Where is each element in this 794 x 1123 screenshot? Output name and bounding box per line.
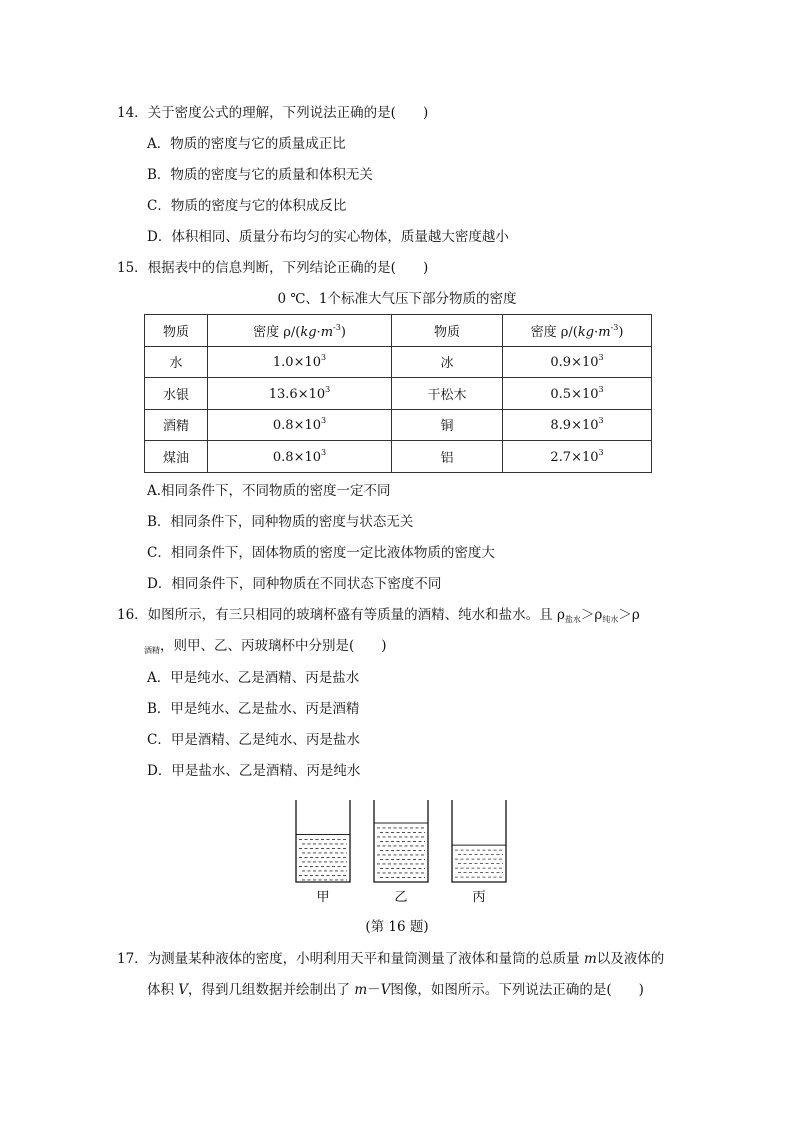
- density-cell: $8.9\times 10^3$: [503, 409, 652, 441]
- density-table: [144, 314, 652, 473]
- density-cell: $1.0\times 10^3$: [208, 346, 392, 378]
- substance-cell: 铝: [392, 441, 503, 473]
- substance-cell: 水银: [145, 378, 208, 410]
- table-row: [145, 378, 652, 410]
- density-cell: $0.8\times 10^3$: [208, 409, 392, 441]
- q15-option-c: C．相同条件下，固体物质的密度一定比液体物质的密度大: [147, 545, 495, 561]
- glass-cup: [296, 800, 350, 905]
- table-header-row: [145, 315, 652, 347]
- density-cell: $2.7\times 10^3$: [503, 441, 652, 473]
- q16-option-b: B．甲是纯水、乙是盐水、丙是酒精: [147, 701, 360, 717]
- density-cell: $0.5\times 10^3$: [503, 378, 652, 410]
- cup-outline: [296, 800, 350, 882]
- header-density-1: 密度 $\rho/(kg\cdot m^{-3})$: [208, 315, 392, 347]
- cup-outline: [374, 800, 428, 882]
- density-cell: $0.8\times 10^3$: [208, 441, 392, 473]
- q14-option-a: A．物质的密度与它的质量成正比: [147, 136, 346, 152]
- q16-option-d: D．甲是盐水、乙是酒精、丙是纯水: [147, 763, 361, 779]
- header-substance-1: 物质: [145, 315, 208, 347]
- substance-cell: 铜: [392, 409, 503, 441]
- glass-cup: [452, 800, 506, 905]
- header-substance-2: 物质: [392, 315, 503, 347]
- q15-option-a: A.相同条件下，不同物质的密度一定不同: [147, 483, 391, 499]
- glass-cup: [374, 800, 428, 905]
- q16-option-a: A．甲是纯水、乙是酒精、丙是盐水: [147, 670, 360, 686]
- table-row: [145, 409, 652, 441]
- table-caption: 0 ℃、1个标准大气压下部分物质的密度: [277, 291, 517, 307]
- q16-stem-line2: $_{酒精}$，则甲、乙、丙玻璃杯中分别是( ): [144, 638, 387, 655]
- density-cell: $13.6\times 10^3$: [208, 378, 392, 410]
- substance-cell: 酒精: [145, 409, 208, 441]
- substance-cell: 干松木: [392, 378, 503, 410]
- q16-option-c: C．甲是酒精、乙是纯水、丙是盐水: [147, 732, 360, 748]
- q14-option-c: C．物质的密度与它的体积成反比: [147, 198, 347, 214]
- q14-stem: 14．关于密度公式的理解，下列说法正确的是( ): [117, 105, 429, 121]
- q15-option-b: B．相同条件下，同种物质的密度与状态无关: [147, 514, 414, 530]
- table-row: [145, 441, 652, 473]
- substance-cell: 水: [145, 346, 208, 378]
- cup-label: 丙: [472, 890, 486, 905]
- density-cell: $0.9\times 10^3$: [503, 346, 652, 378]
- substance-cell: 冰: [392, 346, 503, 378]
- cup-label: 甲: [316, 890, 330, 905]
- q15-option-d: D．相同条件下，同种物质在不同状态下密度不同: [147, 576, 442, 592]
- table-row: [145, 346, 652, 378]
- substance-cell: 煤油: [145, 441, 208, 473]
- glass-cups-figure: [290, 796, 510, 908]
- q17-stem-line1: 17．为测量某种液体的密度，小明利用天平和量筒测量了液体和量筒的总质量 m以及液体的: [117, 951, 665, 967]
- cup-label: 乙: [394, 890, 408, 905]
- figure-caption: (第 16 题): [365, 919, 429, 935]
- q15-stem: 15．根据表中的信息判断，下列结论正确的是( ): [117, 260, 429, 276]
- q14-option-b: B．物质的密度与它的质量和体积无关: [147, 167, 373, 183]
- q14-option-d: D．体积相同、质量分布均匀的实心物体，质量越大密度越小: [147, 229, 509, 245]
- q17-stem-line2: 体积 V，得到几组数据并绘制出了 m－V图像，如图所示。下列说法正确的是( ): [147, 982, 644, 998]
- cup-outline: [452, 800, 506, 882]
- q16-stem-line1: 16．如图所示，有三只相同的玻璃杯盛有等质量的酒精、纯水和盐水。且 $\rho_{盐水}>\rho_{纯水}>\rho$: [117, 607, 640, 624]
- header-density-2: 密度 $\rho/(kg\cdot m^{-3})$: [503, 315, 652, 347]
